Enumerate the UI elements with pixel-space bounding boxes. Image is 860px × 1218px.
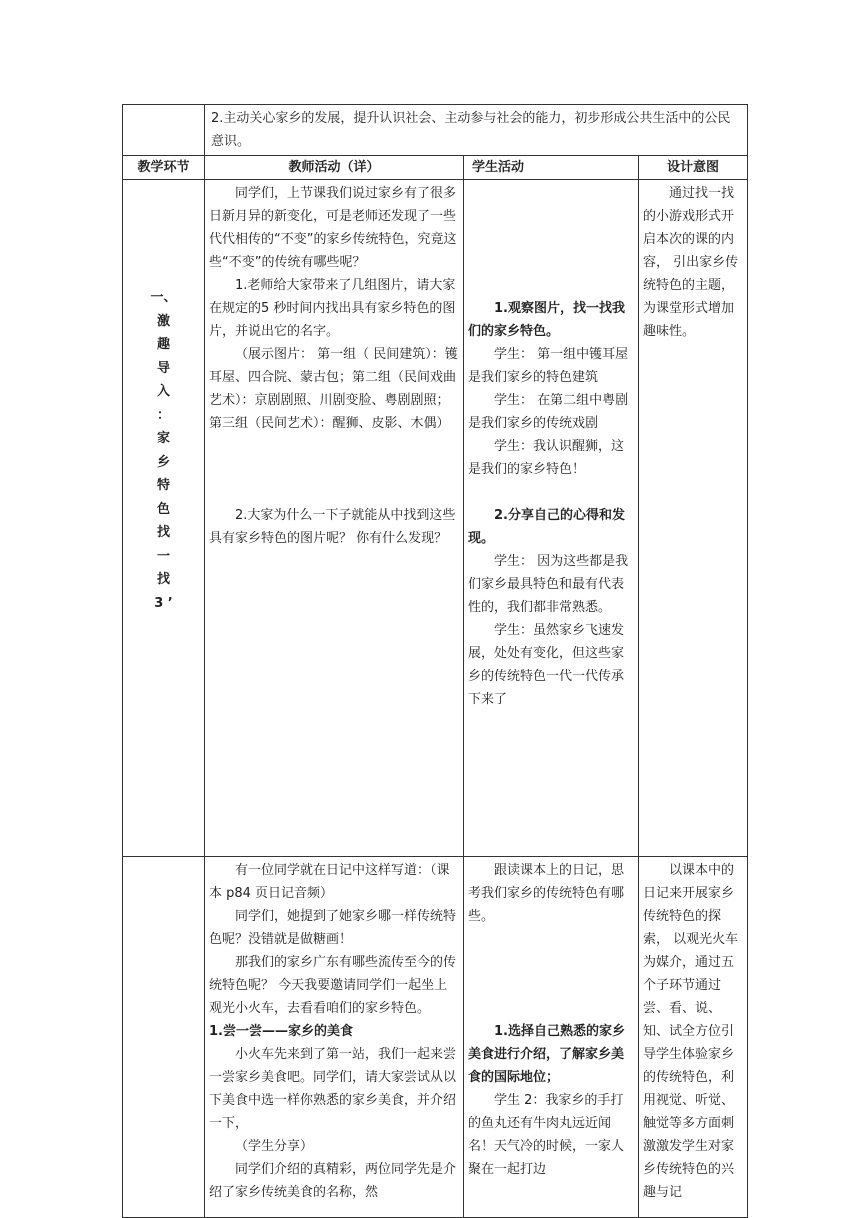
design-cell-1	[639, 180, 748, 857]
header-teacher: 教师活动（详）	[205, 156, 464, 180]
teacher-paragraph: 有一位同学就在日记中这样写道：（课本 p84 页日记音频）	[209, 863, 450, 901]
teacher-cell-1	[205, 180, 464, 857]
subsection-heading: 1.尝一尝——家乡的美食	[209, 1024, 353, 1039]
student-cell-2	[464, 857, 639, 1218]
teacher-paragraph: 1.老师给大家带来了几组图片，请大家在规定的5 秒时间内找出具有家乡特色的图片，并说出它的名字。	[209, 278, 456, 339]
teacher-paragraph: 小火车先来到了第一站，我们一起来尝一尝家乡美食吧。同学们，请大家尝试从以下美食中选一样你熟悉的家乡美食，并介绍一下，	[209, 1047, 457, 1131]
student-task-heading: 1.选择自己熟悉的家乡美食进行介绍，了解家乡美食的国际地位；	[468, 1024, 625, 1085]
header-row	[123, 156, 748, 180]
stage-char: 一	[156, 548, 170, 564]
stage-cell-1	[123, 180, 205, 857]
student-paragraph: 学生：我认识醒狮，这是我们的家乡特色！	[468, 439, 625, 477]
stage-cell-2	[123, 857, 205, 1218]
stage-char: 特	[156, 478, 170, 493]
header-stage: 教学环节	[123, 156, 205, 180]
goal-row	[123, 105, 748, 156]
stage-char: 色	[156, 501, 170, 517]
design-paragraph: 以课本中的日记来开展家乡传统特色的探索， 以观光火车为媒介，通过五个子环节通过尝、看、说、知、试全方位引导学生体验家乡的传统特色，利用视觉、听觉、触觉等多方面刺激激发学生对家乡传统特色的兴趣与记	[643, 863, 739, 1200]
goal-row-empty-cell	[123, 105, 205, 156]
stage-char: 3 ’	[154, 595, 173, 611]
student-paragraph: 学生 2：我家乡的手打的鱼丸还有牛肉丸远近闻名！天气冷的时候，一家人聚在一起打边	[468, 1093, 625, 1177]
teacher-paragraph: 2.大家为什么一下子就能从中找到这些具有家乡特色的图片呢？ 你有什么发现？	[209, 508, 456, 546]
stage-char: 找	[156, 572, 170, 587]
stage-char: 家	[156, 431, 170, 446]
teacher-paragraph: 那我们的家乡广东有哪些流传至今的传统特色呢？ 今天我要邀请同学们一起坐上观光小火车，去看看咱们的家乡特色。	[209, 955, 457, 1016]
goal-text: 2.主动关心家乡的发展，提升认识社会、主动参与社会的能力，初步形成公共生活中的公民意识。	[211, 111, 731, 149]
student-paragraph: 学生： 在第二组中粤剧是我们家乡的传统戏剧	[468, 393, 629, 431]
teacher-paragraph: （学生分享）	[235, 1139, 314, 1154]
stage-char: 入	[156, 384, 170, 399]
student-cell-1	[464, 180, 639, 857]
stage-char: 趣	[156, 337, 170, 352]
stage-char: ：	[156, 407, 170, 423]
section-1-row	[123, 180, 748, 857]
stage-char: 找	[156, 525, 170, 540]
student-paragraph: 学生：虽然家乡飞速发展，处处有变化，但这些家乡的传统特色一代一代传承下来了	[468, 623, 625, 707]
design-paragraph: 通过找一找的小游戏形式开启本次的课的内容， 引出家乡传统特色的主题，为课堂形式增加趣味性。	[643, 186, 739, 339]
spacer	[468, 481, 634, 504]
header-student: 学生活动	[464, 156, 639, 180]
spacer	[468, 182, 634, 297]
section-2-row	[123, 857, 748, 1218]
stage-char: 导	[156, 360, 170, 376]
student-paragraph: 跟读课本上的日记，思考我们家乡的传统特色有哪些。	[468, 863, 625, 924]
stage-char: 一、	[150, 290, 177, 305]
student-task-heading: 2.分享自己的心得和发现。	[468, 508, 625, 546]
student-paragraph: 学生： 第一组中镬耳屋是我们家乡的特色建筑	[468, 347, 629, 385]
teacher-paragraph: 同学们，她提到了她家乡哪一样传统特色呢？没错就是做糖画！	[209, 909, 457, 947]
student-task-heading: 1.观察图片，找一找我们的家乡特色。	[468, 301, 625, 339]
student-paragraph: 学生： 因为这些都是我们家乡最具特色和最有代表性的，我们都非常熟悉。	[468, 554, 629, 615]
lesson-plan-table	[122, 104, 748, 1218]
stage-char: 乡	[156, 454, 170, 470]
spacer	[209, 435, 459, 504]
stage-char: 激	[156, 313, 170, 329]
teacher-paragraph: 同学们介绍的真精彩，两位同学先是介绍了家乡传统美食的名称，然	[209, 1162, 457, 1200]
goal-cell	[205, 105, 748, 156]
teacher-paragraph: （展示图片： 第一组（ 民间建筑）：镬耳屋、四合院、蒙古包；第二组（民间戏曲艺术）：京剧剧照、川剧变脸、粤剧剧照；第三组（民间艺术）：醒狮、皮影、木偶）	[209, 347, 458, 431]
header-design: 设计意图	[639, 156, 748, 180]
design-cell-2	[639, 857, 748, 1218]
spacer	[468, 928, 634, 1020]
teacher-cell-2	[205, 857, 464, 1218]
teacher-paragraph: 同学们，上节课我们说过家乡有了很多日新月异的新变化，可是老师还发现了一些代代相传的“不变”的家乡传统特色，究竟这些“不变”的传统有哪些呢？	[209, 186, 457, 270]
